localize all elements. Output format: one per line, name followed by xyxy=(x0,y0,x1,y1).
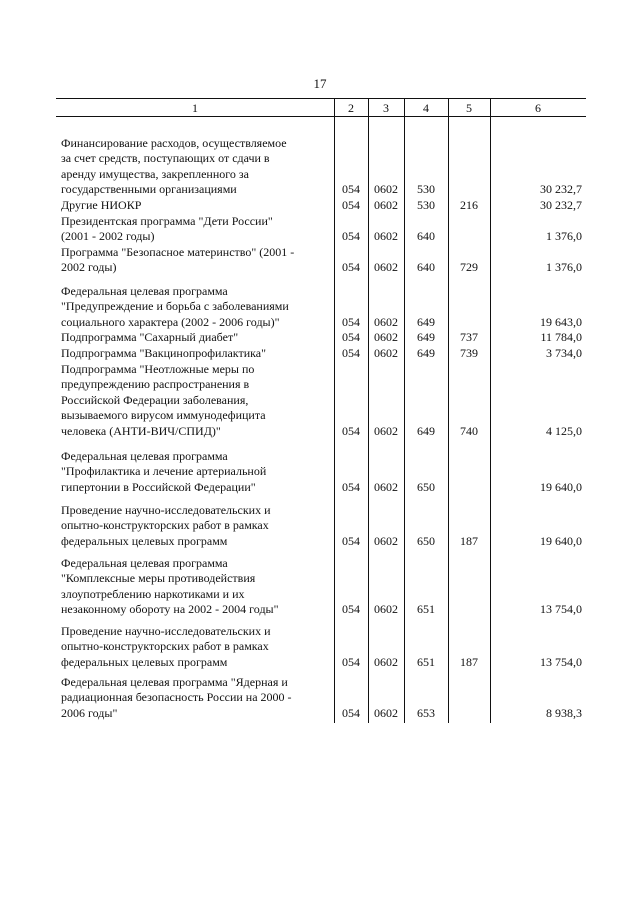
header-col-3: 3 xyxy=(383,101,389,115)
table-row xyxy=(56,214,586,245)
ministry-code-cell: 054 xyxy=(342,654,360,669)
amount-cell: 1 376,0 xyxy=(546,260,582,275)
description-line: Проведение научно-исследовательских и xyxy=(61,624,271,638)
description-line: Президентская программа "Дети России" xyxy=(61,214,273,228)
description-line: Российской Федерации заболевания, xyxy=(61,392,249,407)
description-line: человека (АНТИ-ВИЧ/СПИД)" xyxy=(61,423,221,438)
expense-type-code-cell: 729 xyxy=(460,260,478,275)
target-item-code-cell: 640 xyxy=(417,260,435,275)
table-row xyxy=(56,198,586,213)
section-code-cell: 0602 xyxy=(374,229,398,244)
ministry-code-cell: 054 xyxy=(342,197,360,212)
ministry-code-cell: 054 xyxy=(342,705,360,720)
target-item-code-cell: 649 xyxy=(417,314,435,329)
description-line: незаконному обороту на 2002 - 2004 годы" xyxy=(61,602,279,617)
target-item-code-cell: 650 xyxy=(417,533,435,548)
row-description xyxy=(61,330,331,345)
target-item-code-cell: 649 xyxy=(417,329,435,344)
target-item-code-cell: 651 xyxy=(417,602,435,617)
row-description xyxy=(61,346,331,361)
expense-type-code-cell: 216 xyxy=(460,197,478,212)
amount-cell: 3 734,0 xyxy=(546,345,582,360)
header-divider xyxy=(56,116,586,117)
target-item-code-cell: 651 xyxy=(417,654,435,669)
description-line: государственными организациями xyxy=(61,182,237,197)
target-item-code-cell: 640 xyxy=(417,229,435,244)
section-code-cell: 0602 xyxy=(374,329,398,344)
amount-cell: 30 232,7 xyxy=(540,197,582,212)
description-line: злоупотреблению наркотиками и их xyxy=(61,586,245,601)
amount-cell: 19 643,0 xyxy=(540,314,582,329)
section-code-cell: 0602 xyxy=(374,533,398,548)
table-row xyxy=(56,675,586,721)
page-number: 17 xyxy=(313,76,327,91)
amount-cell: 30 232,7 xyxy=(540,182,582,197)
expense-type-code-cell: 187 xyxy=(460,654,478,669)
header-col-4: 4 xyxy=(423,101,429,115)
description-line: Проведение научно-исследовательских и xyxy=(61,503,271,517)
target-item-code-cell: 653 xyxy=(417,705,435,720)
row-description xyxy=(61,556,331,618)
description-line: федеральных целевых программ xyxy=(61,533,228,548)
table-row xyxy=(56,624,586,670)
description-line: аренду имущества, закрепленного за xyxy=(61,166,249,181)
description-line: Подпрограмма "Сахарный диабет" xyxy=(61,330,239,344)
ministry-code-cell: 054 xyxy=(342,314,360,329)
amount-cell: 13 754,0 xyxy=(540,602,582,617)
description-line: Подпрограмма "Неотложные меры по xyxy=(61,362,255,376)
table-row xyxy=(56,330,586,345)
table-row xyxy=(56,245,586,276)
ministry-code-cell: 054 xyxy=(342,182,360,197)
expense-type-code-cell: 740 xyxy=(460,423,478,438)
row-description xyxy=(61,284,331,330)
ministry-code-cell: 054 xyxy=(342,260,360,275)
expense-type-code-cell: 187 xyxy=(460,533,478,548)
description-line: Федеральная целевая программа xyxy=(61,556,228,570)
amount-cell: 19 640,0 xyxy=(540,533,582,548)
table-row xyxy=(56,556,586,618)
row-description xyxy=(61,198,331,213)
description-line: Федеральная целевая программа xyxy=(61,284,228,298)
description-line: 2006 годы" xyxy=(61,705,118,720)
description-line: радиационная безопасность России на 2000 - xyxy=(61,690,292,705)
description-line: гипертонии в Российской Федерации" xyxy=(61,479,256,494)
section-code-cell: 0602 xyxy=(374,314,398,329)
section-code-cell: 0602 xyxy=(374,197,398,212)
ministry-code-cell: 054 xyxy=(342,533,360,548)
section-code-cell: 0602 xyxy=(374,182,398,197)
description-line: Программа "Безопасное материнство" (2001 - xyxy=(61,245,295,259)
section-code-cell: 0602 xyxy=(374,654,398,669)
target-item-code-cell: 530 xyxy=(417,182,435,197)
row-description xyxy=(61,503,331,549)
description-line: предупреждению распространения в xyxy=(61,377,250,392)
table-row xyxy=(56,284,586,330)
section-code-cell: 0602 xyxy=(374,479,398,494)
section-code-cell: 0602 xyxy=(374,705,398,720)
description-line: за счет средств, поступающих от сдачи в xyxy=(61,151,270,166)
target-item-code-cell: 650 xyxy=(417,479,435,494)
section-code-cell: 0602 xyxy=(374,423,398,438)
amount-cell: 8 938,3 xyxy=(546,705,582,720)
header-col-2: 2 xyxy=(348,101,354,115)
description-line: "Комплексные меры противодействия xyxy=(61,571,256,586)
expense-type-code-cell: 737 xyxy=(460,329,478,344)
description-line: Подпрограмма "Вакцинопрофилактика" xyxy=(61,346,266,360)
description-line: 2002 годы) xyxy=(61,260,117,275)
row-description xyxy=(61,136,331,198)
table-row xyxy=(56,449,586,495)
description-line: "Профилактика и лечение артериальной xyxy=(61,464,267,479)
ministry-code-cell: 054 xyxy=(342,479,360,494)
description-line: вызываемого вирусом иммунодефицита xyxy=(61,408,266,423)
amount-cell: 19 640,0 xyxy=(540,479,582,494)
description-line: (2001 - 2002 годы) xyxy=(61,229,155,244)
section-code-cell: 0602 xyxy=(374,602,398,617)
description-line: опытно-конструкторских работ в рамках xyxy=(61,639,269,654)
description-line: социального характера (2002 - 2006 годы)" xyxy=(61,314,280,329)
target-item-code-cell: 649 xyxy=(417,423,435,438)
ministry-code-cell: 054 xyxy=(342,329,360,344)
amount-cell: 4 125,0 xyxy=(546,423,582,438)
ministry-code-cell: 054 xyxy=(342,345,360,360)
section-code-cell: 0602 xyxy=(374,260,398,275)
description-line: опытно-конструкторских работ в рамках xyxy=(61,518,269,533)
row-description xyxy=(61,675,331,721)
header-col-5: 5 xyxy=(466,101,472,115)
table-row xyxy=(56,362,586,439)
row-description xyxy=(61,449,331,495)
description-line: Федеральная целевая программа xyxy=(61,449,228,463)
budget-table xyxy=(56,98,586,723)
row-description xyxy=(61,362,331,439)
ministry-code-cell: 054 xyxy=(342,229,360,244)
description-line: федеральных целевых программ xyxy=(61,654,228,669)
amount-cell: 11 784,0 xyxy=(540,329,582,344)
description-line: Финансирование расходов, осуществляемое xyxy=(61,136,287,150)
description-line: "Предупреждение и борьба с заболеваниями xyxy=(61,299,289,314)
row-description xyxy=(61,214,331,245)
row-description xyxy=(61,624,331,670)
section-code-cell: 0602 xyxy=(374,345,398,360)
description-line: Другие НИОКР xyxy=(61,198,142,212)
table-row xyxy=(56,503,586,549)
amount-cell: 13 754,0 xyxy=(540,654,582,669)
expense-type-code-cell: 739 xyxy=(460,345,478,360)
header-col-6: 6 xyxy=(535,101,541,115)
target-item-code-cell: 649 xyxy=(417,345,435,360)
amount-cell: 1 376,0 xyxy=(546,229,582,244)
description-line: Федеральная целевая программа "Ядерная и xyxy=(61,675,288,689)
header-col-1: 1 xyxy=(192,101,198,115)
row-description xyxy=(61,245,331,276)
ministry-code-cell: 054 xyxy=(342,602,360,617)
table-row xyxy=(56,346,586,361)
table-row xyxy=(56,136,586,198)
target-item-code-cell: 530 xyxy=(417,197,435,212)
ministry-code-cell: 054 xyxy=(342,423,360,438)
